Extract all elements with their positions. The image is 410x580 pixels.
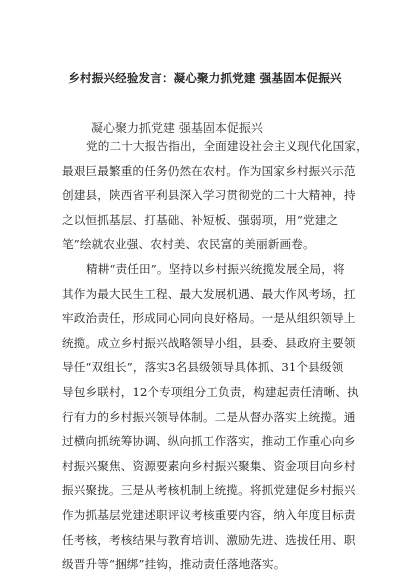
- body-line: 行有力的乡村振兴领导体制。二是从督办落实上统揽。通: [62, 409, 356, 424]
- body-line: 笔”绘就农业强、农村美、农民富的美丽新画卷。: [62, 237, 315, 252]
- body-line: 导任“双组长”，落实3名县级领导具体抓、31个县级领: [62, 360, 344, 375]
- body-line: 统揽。成立乡村振兴战略领导小组，县委、县政府主要领: [62, 335, 356, 350]
- body-line: 党的二十大报告指出，全面建设社会主义现代化国家，: [86, 139, 368, 153]
- body-line: 振兴聚拢。三是从考核机制上统揽。将抓党建促乡村振兴: [62, 483, 356, 498]
- body-line: 村振兴聚焦、资源要素向乡村振兴聚集、资金项目向乡村: [62, 458, 356, 473]
- body-line: 导包乡联村，12个专项组分工负责，构建起责任清晰、执: [62, 384, 359, 399]
- body-line: 精耕“责任田”。坚持以乡村振兴统揽发展全局，将: [86, 261, 345, 276]
- body-line: 最艰巨最繁重的任务仍然在农村。作为国家乡村振兴示范: [62, 163, 356, 178]
- body-line: 其作为最大民生工程、最大发展机遇、最大作风考场，扛: [62, 286, 356, 301]
- body-line: 任考核，考核结果与教育培训、激励先进、选拔任用、职: [62, 532, 356, 547]
- body-line: 过横向抓统筹协调、纵向抓工作落实，推动工作重心向乡: [62, 434, 356, 449]
- body-line: 牢政治责任，形成同心同向良好格局。一是从组织领导上: [62, 311, 356, 326]
- document-title: 乡村振兴经验发言：凝心聚力抓党建 强基固本促振兴: [68, 71, 342, 85]
- document-subtitle: 凝心聚力抓党建 强基固本促振兴: [91, 121, 263, 135]
- body-line: 级晋升等“捆绑”挂钩，推动责任落地落实。: [62, 557, 286, 572]
- body-line: 之以恒抓基层、打基础、补短板、强弱项，用“党建之: [62, 212, 339, 227]
- body-line: 作为抓基层党建述职评议考核重要内容，纳入年度目标责: [62, 507, 356, 522]
- body-line: 创建县，陕西省平利县深入学习贯彻党的二十大精神，持: [62, 188, 356, 203]
- document-body: [62, 134, 368, 577]
